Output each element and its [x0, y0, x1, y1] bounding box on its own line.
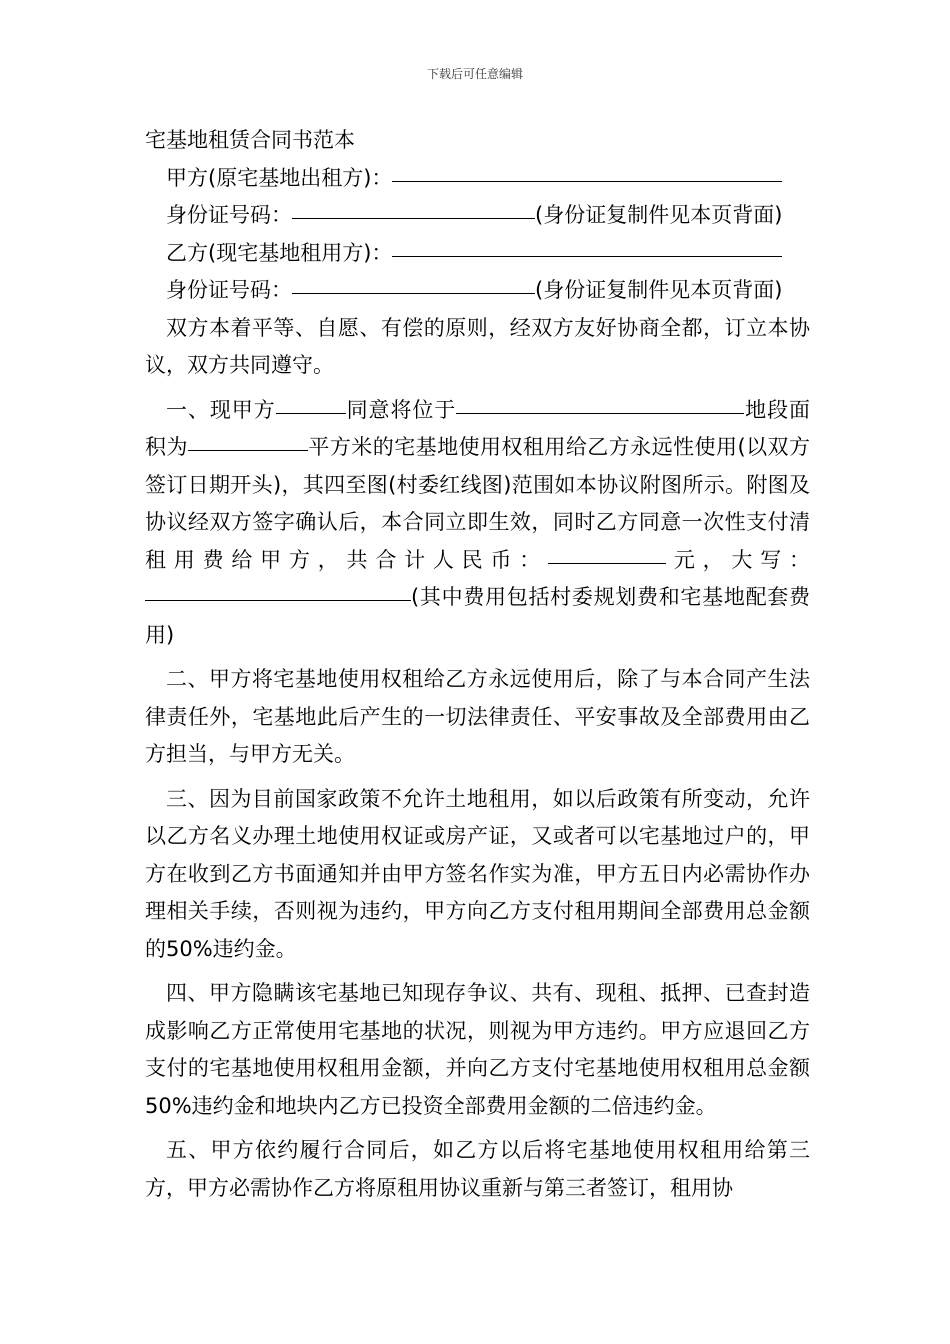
- amount-blank[interactable]: [548, 562, 666, 564]
- party-a-id-note: (身份证复制件见本页背面): [535, 203, 783, 227]
- clause-1-part-5: 元，大写：: [666, 547, 811, 572]
- party-a-id-line: [145, 197, 810, 235]
- party-a-id-label: 身份证号码：: [166, 203, 292, 227]
- clause-1-part-1: 一、现甲方: [166, 397, 276, 422]
- party-a-id-blank[interactable]: [292, 217, 535, 219]
- contract-document: [145, 122, 810, 1207]
- party-b-id-label: 身份证号码：: [166, 278, 292, 302]
- party-b-label: 乙方(现宅基地租用方)：: [166, 240, 393, 265]
- clause-1-part-4: 平方米的宅基地使用权租用给乙方永远性使用(以双方签订日期开头)，其四至图(村委红线图)范围如本协议附图所示。附图及协议经双方签字确认后，本合同立即生效，同时乙方同意一次性支付清租用费给甲方，共合计人民币：: [145, 435, 811, 572]
- clause-3-paragraph: 三、因为目前国家政策不允许土地租用，如以后政策有所变动，允许以乙方名义办理土地使用权证或房产证，又或者可以宅基地过户的，甲方在收到乙方书面通知并由甲方签名作实为准，甲方五日内必需协作办理相关手续，否则视为违约，甲方向乙方支付租用期间全部费用总金额的50%违约金。: [145, 786, 810, 961]
- clause-5-paragraph: 五、甲方依约履行合同后，如乙方以后将宅基地使用权租用给第三方，甲方必需协作乙方将原租用协议重新与第三者签订，租用协: [145, 1138, 810, 1200]
- party-a-line: [145, 160, 810, 198]
- party-b-id-blank[interactable]: [292, 292, 535, 294]
- party-b-line: [145, 235, 810, 273]
- location-blank[interactable]: [456, 412, 744, 414]
- page-header-note: 下载后可任意编辑: [426, 67, 523, 81]
- document-title: 宅基地租赁合同书范本: [145, 128, 355, 152]
- party-b-id-line: [145, 272, 810, 310]
- clause-4-paragraph: 四、甲方隐瞒该宅基地已知现存争议、共有、现租、抵押、已查封造成影响乙方正常使用宅基地的状况，则视为甲方违约。甲方应退回乙方支付的宅基地使用权租用金额，并向乙方支付宅基地使用权租用总金额50%违约金和地块内乙方已投资全部费用金额的二倍违约金。: [145, 981, 810, 1118]
- party-a-label: 甲方(原宅基地出租方)：: [166, 165, 393, 190]
- clause-1-part-2: 同意将位于: [345, 397, 457, 422]
- party-a-name-blank[interactable]: [392, 180, 782, 182]
- party-b-name-blank[interactable]: [392, 255, 782, 257]
- party-b-id-note: (身份证复制件见本页背面): [535, 278, 783, 302]
- clause-2-paragraph: 二、甲方将宅基地使用权租给乙方永远使用后，除了与本合同产生法律责任外，宅基地此后产生的一切法律责任、平安事故及全部费用由乙方担当，与甲方无关。: [145, 667, 810, 766]
- clause-1-part-6: (其中费用包括村委规划费和宅基地配套费用): [145, 585, 810, 647]
- amount-in-words-blank[interactable]: [145, 599, 411, 601]
- party-a-blank[interactable]: [276, 412, 346, 414]
- area-blank[interactable]: [188, 449, 308, 451]
- clause-1-paragraph: [145, 392, 810, 655]
- intro-paragraph: 双方本着平等、自愿、有偿的原则，经双方友好协商全都，订立本协议，双方共同遵守。: [145, 315, 810, 377]
- clause-1-part-3: 地段面积为: [145, 397, 811, 459]
